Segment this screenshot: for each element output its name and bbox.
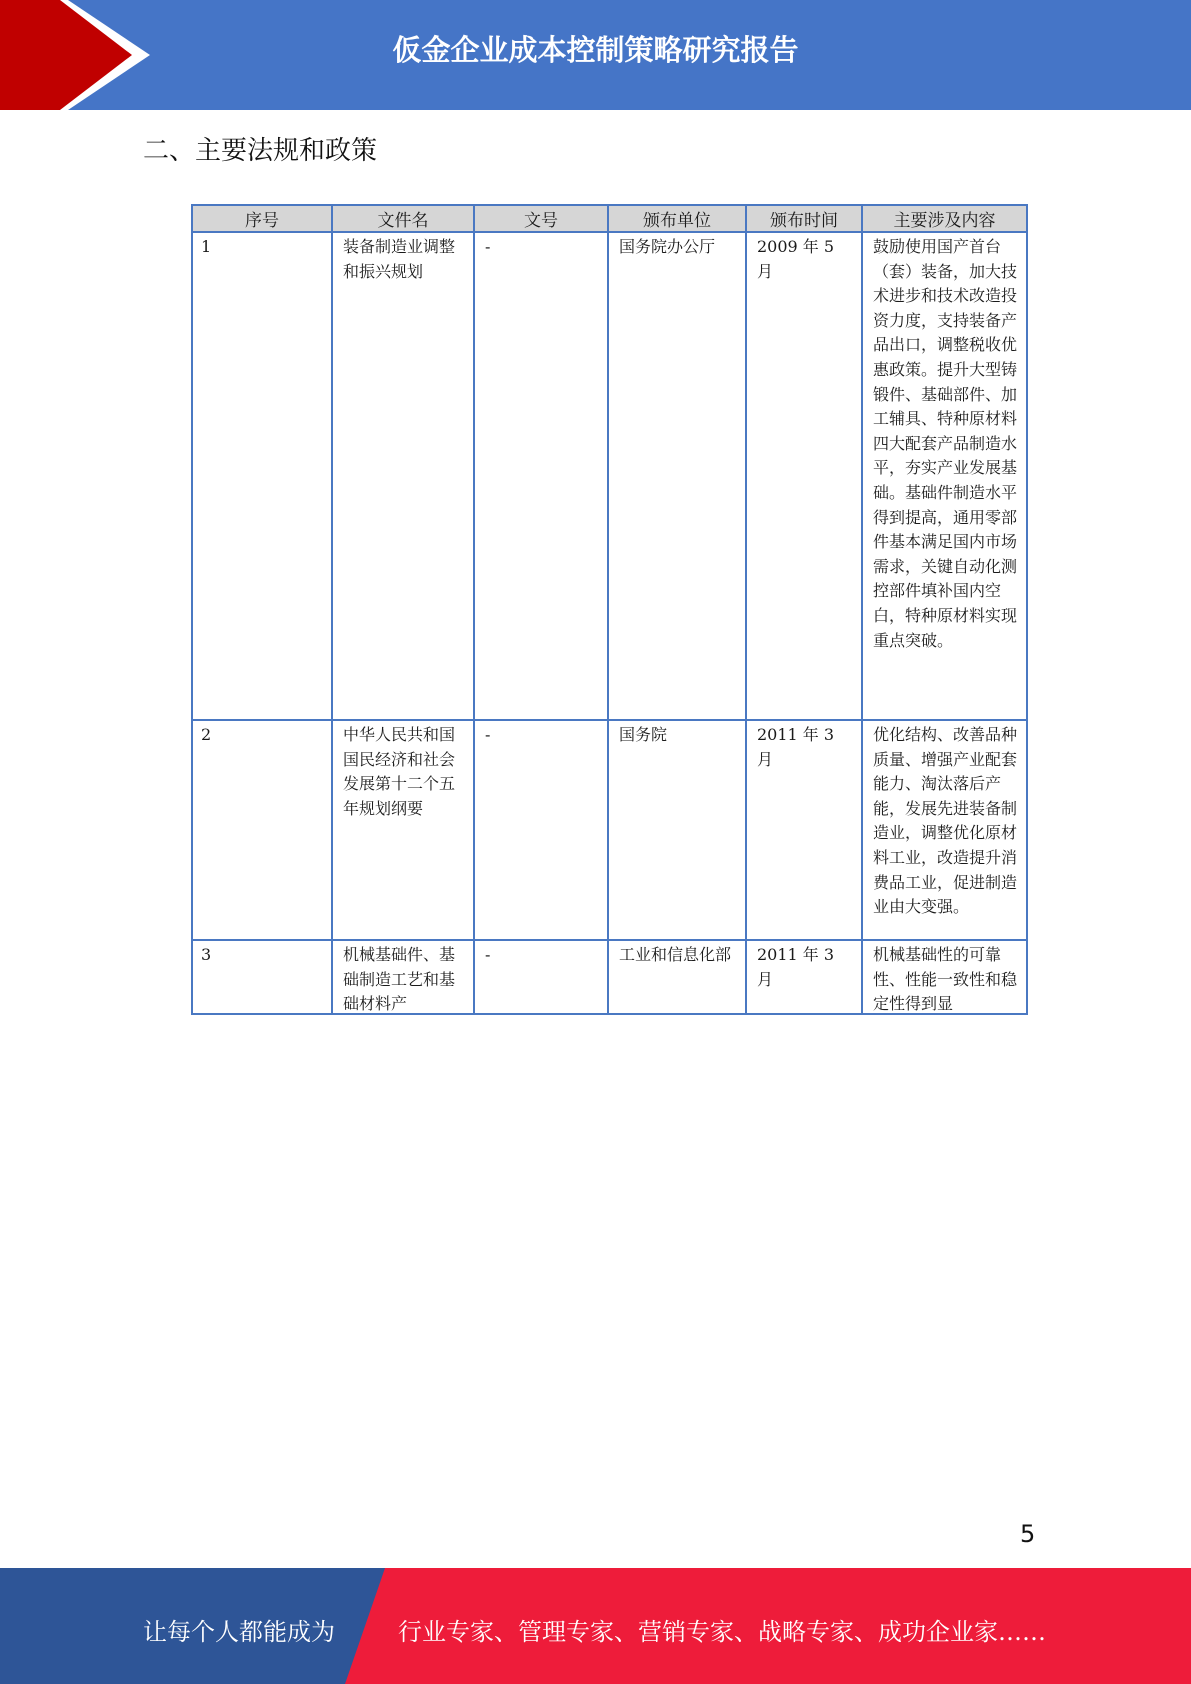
cell-content-text: 机械基础性的可靠性、性能一致性和稳定性得到显 <box>873 945 1018 1013</box>
column-header-issuer: 颁布单位 <box>608 205 746 232</box>
table-header-row <box>192 205 1027 232</box>
column-header-file-name: 文件名 <box>332 205 474 232</box>
cell-date <box>746 940 862 1014</box>
page-number: 5 <box>1020 1520 1036 1548</box>
policy-table-container <box>191 204 1026 1015</box>
cell-number-text: 3 <box>201 945 212 964</box>
policy-table <box>191 204 1028 1015</box>
footer-band <box>0 1568 1191 1684</box>
cell-date-text: 2011 年 3 月 <box>757 945 835 989</box>
cell-issuer: 国务院办公厅 <box>608 232 746 720</box>
cell-file-name <box>332 940 474 1014</box>
table-row <box>192 232 1027 720</box>
section-heading: 二、主要法规和政策 <box>143 136 378 166</box>
cell-content: 鼓励使用国产首台（套）装备，加大技术进步和技术改造投资力度，支持装备产品出口，调整税收优惠政策。提升大型铸锻件、基础部件、加工辅具、特种原材料四大配套产品制造水平，夯实产业发展基础。基础件制造水平得到提高，通用零部件基本满足国内市场需求，关键自动化测控部件填补国内空白，特种原材料实现重点突破。 <box>862 232 1027 720</box>
cell-content <box>862 940 1027 1014</box>
cell-doc-number: - <box>474 232 608 720</box>
cell-content: 优化结构、改善品种质量、增强产业配套能力、淘汰落后产能，发展先进装备制造业，调整优化原材料工业，改造提升消费品工业，促进制造业由大变强。 <box>862 720 1027 940</box>
cell-issuer-text: 工业和信息化部 <box>619 945 732 964</box>
cell-file-name-text: 机械基础件、基础制造工艺和基础材料产 <box>343 945 456 1013</box>
footer-slogan-right: 行业专家、管理专家、营销专家、战略专家、成功企业家…… <box>398 1618 1046 1646</box>
cell-number: 2 <box>192 720 332 940</box>
column-header-number: 序号 <box>192 205 332 232</box>
cell-doc-number <box>474 940 608 1014</box>
cell-doc-number-text: - <box>485 945 491 964</box>
cell-date: 2009 年 5 月 <box>746 232 862 720</box>
table-row <box>192 720 1027 940</box>
table-row <box>192 940 1027 1014</box>
column-header-doc-number: 文号 <box>474 205 608 232</box>
cell-number: 1 <box>192 232 332 720</box>
column-header-date: 颁布时间 <box>746 205 862 232</box>
footer-slogan-left: 让每个人都能成为 <box>143 1618 335 1646</box>
header-band <box>0 0 1191 110</box>
cell-number <box>192 940 332 1014</box>
column-header-content: 主要涉及内容 <box>862 205 1027 232</box>
cell-issuer <box>608 940 746 1014</box>
cell-file-name: 中华人民共和国国民经济和社会发展第十二个五年规划纲要 <box>332 720 474 940</box>
document-title: 仮金企业成本控制策略研究报告 <box>392 33 799 67</box>
cell-doc-number: - <box>474 720 608 940</box>
cell-date: 2011 年 3 月 <box>746 720 862 940</box>
cell-file-name: 装备制造业调整和振兴规划 <box>332 232 474 720</box>
cell-issuer: 国务院 <box>608 720 746 940</box>
